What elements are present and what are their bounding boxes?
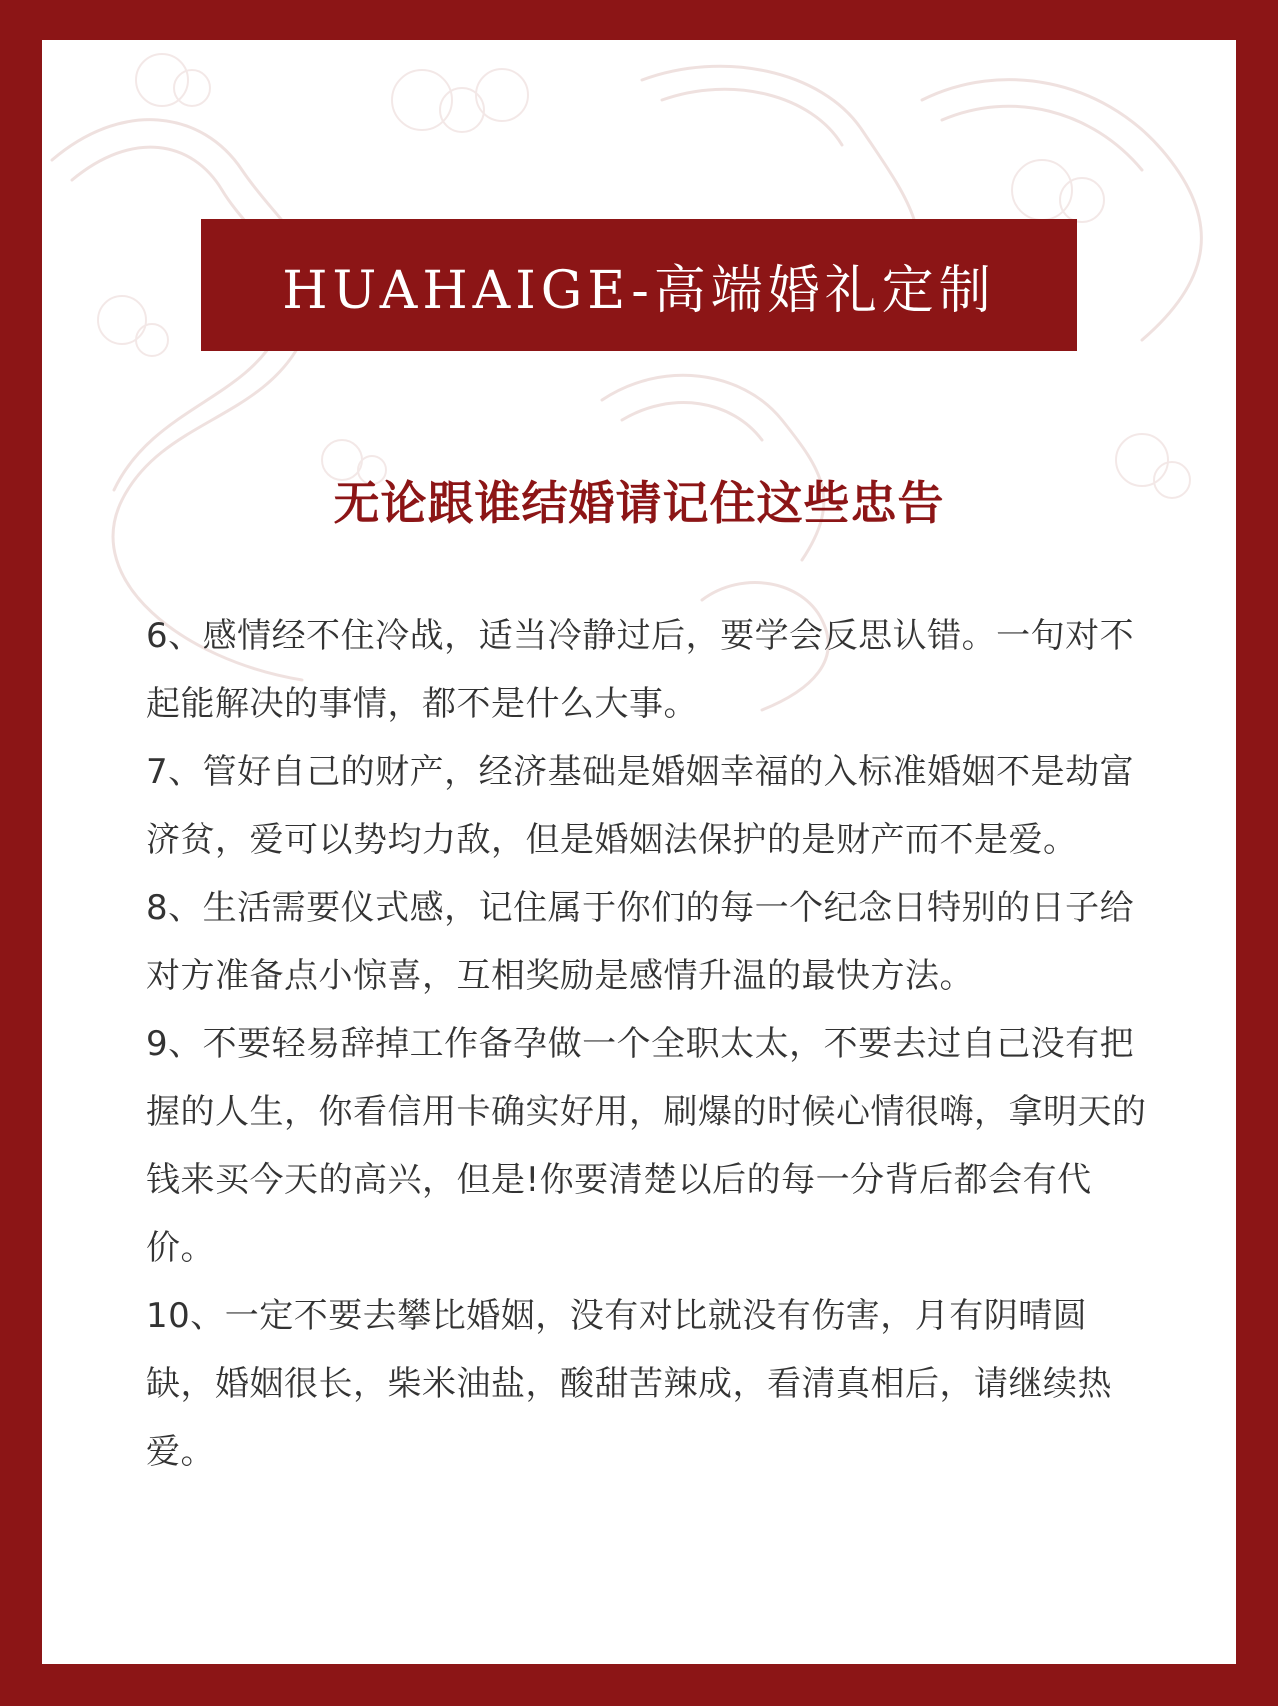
advice-item-9: 9、不要轻易辞掉工作备孕做一个全职太太，不要去过自己没有把握的人生，你看信用卡确实好用，刷爆的时候心情很嗨，拿明天的钱来买今天的高兴，但是!你要清楚以后的每一分背后都会有代价。: [146, 1024, 1147, 1268]
advice-list: [146, 602, 1156, 1486]
paper-panel: [42, 40, 1236, 1664]
page-subtitle: 无论跟谁结婚请记住这些忠告: [333, 476, 945, 530]
advice-item-10: 10、一定不要去攀比婚姻，没有对比就没有伤害，月有阴晴圆缺，婚姻很长，柴米油盐，酸甜苦辣成，看清真相后，请继续热爱。: [146, 1296, 1112, 1472]
title-banner: [201, 219, 1077, 351]
advice-item-8: 8、生活需要仪式感，记住属于你们的每一个纪念日特别的日子给对方准备点小惊喜，互相奖励是感情升温的最快方法。: [146, 888, 1135, 996]
advice-item-6: 6、感情经不住冷战，适当冷静过后，要学会反思认错。一句对不起能解决的事情，都不是什么大事。: [146, 616, 1135, 724]
advice-item-7: 7、管好自己的财产，经济基础是婚姻幸福的入标准婚姻不是劫富济贫，爱可以势均力敌，但是婚姻法保护的是财产而不是爱。: [146, 752, 1135, 860]
banner-title: HUAHAIGE-高端婚礼定制: [282, 260, 996, 321]
